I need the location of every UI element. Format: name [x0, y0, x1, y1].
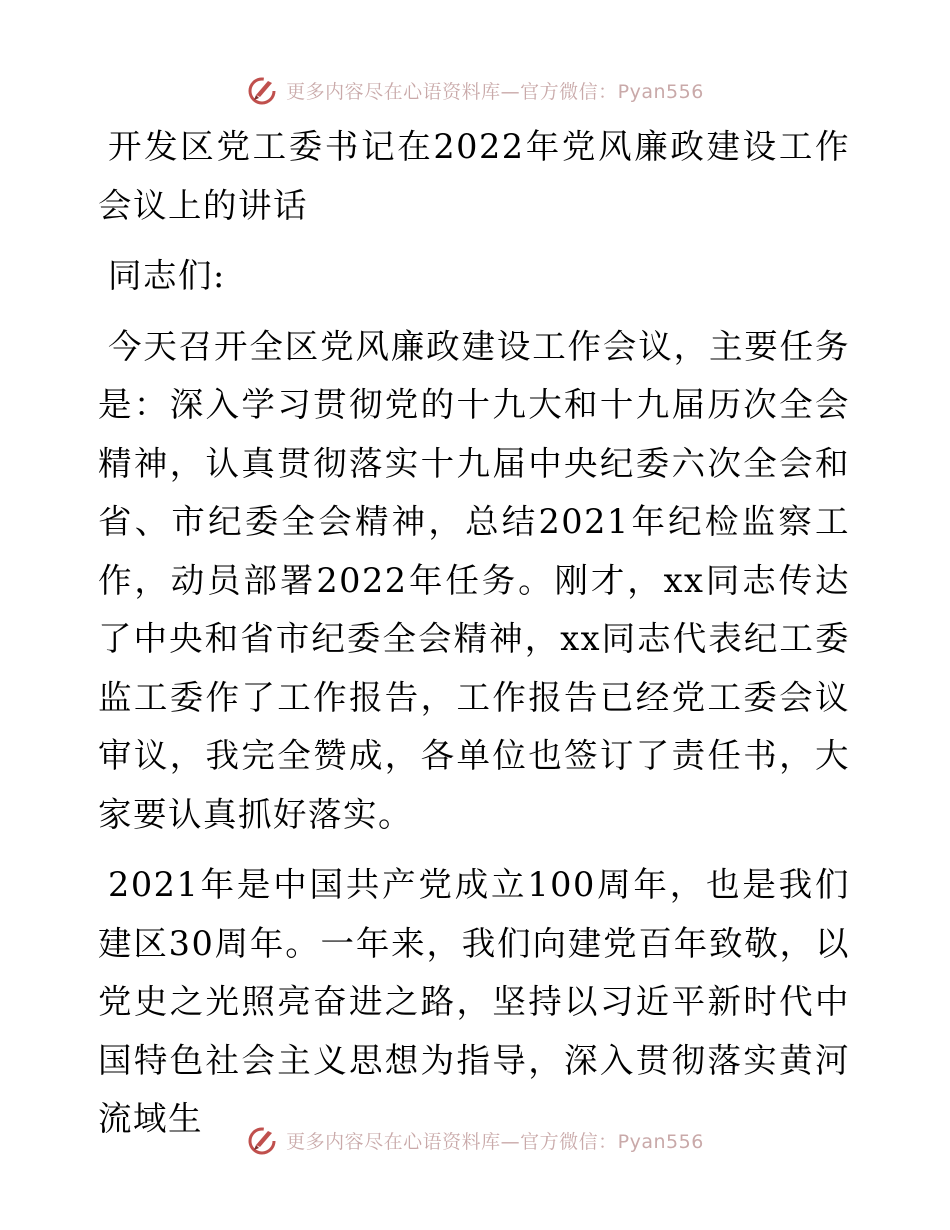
document-body: [98, 118, 850, 1149]
logo-pen-icon: [246, 73, 280, 107]
watermark-footer: [0, 1120, 950, 1160]
watermark-text: 更多内容尽在心语资料库—官方微信：Pyan556: [286, 1130, 704, 1153]
watermark-text: 更多内容尽在心语资料库—官方微信：Pyan556: [286, 80, 704, 103]
paragraph-1: 今天召开全区党风廉政建设工作会议，主要任务是：深入学习贯彻党的十九大和十九届历次全会精神，认真贯彻落实十九届中央纪委六次全会和省、市纪委全会精神，总结2021年纪检监察工作，动员部署2022年任务。刚才，xx同志传达了中央和省市纪委全会精神，xx同志代表纪工委监工委作了工作报告，工作报告已经党工委会议审议，我完全赞成，各单位也签订了责任书，大家要认真抓好落实。: [98, 326, 850, 834]
salutation: 同志们:: [108, 256, 226, 295]
logo-pen-icon: [246, 1123, 280, 1157]
watermark-header: [0, 70, 950, 110]
paragraph-2: 2021年是中国共产党成立100周年，也是我们建区30周年。一年来，我们向建党百年致敬，以党史之光照亮奋进之路，坚持以习近平新时代中国特色社会主义思想为指导，深入贯彻落实黄河流域生: [98, 865, 850, 1138]
document-title: 开发区党工委书记在2022年党风廉政建设工作会议上的讲话: [98, 127, 850, 225]
